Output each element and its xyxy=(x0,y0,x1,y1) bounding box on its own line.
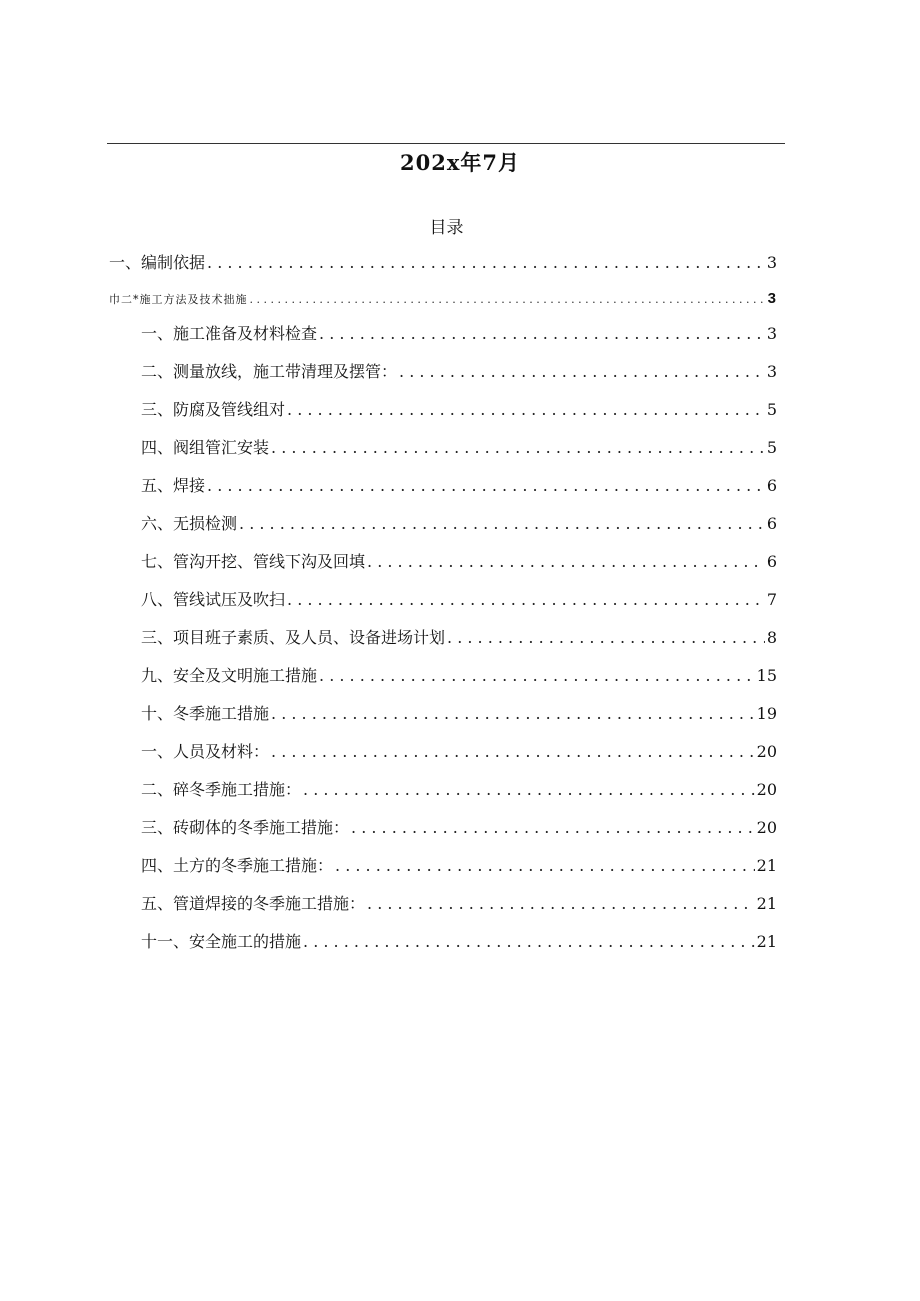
toc-entry-page: 20 xyxy=(756,780,777,799)
toc-entry-label: 三、防腐及管线组对 xyxy=(141,400,286,419)
toc-entry[interactable] xyxy=(141,361,777,383)
toc-leader-dots xyxy=(367,551,765,573)
toc-entry[interactable] xyxy=(141,589,777,611)
toc-entry-label: 一、施工准备及材料检查 xyxy=(141,324,318,343)
toc-entry-label: 四、土方的冬季施工措施： xyxy=(141,856,334,875)
toc-entry-page: 8 xyxy=(766,628,777,647)
toc-leader-dots xyxy=(271,437,765,459)
toc-entry[interactable] xyxy=(141,627,777,649)
toc-entry-page: 21 xyxy=(756,932,777,951)
document-date: 202x年7月 xyxy=(400,150,520,175)
toc-entry-page: 6 xyxy=(766,476,777,495)
toc-entry-page: 21 xyxy=(756,894,777,913)
toc-entry-label: 十一、安全施工的措施 xyxy=(141,932,302,951)
toc-leader-dots xyxy=(335,855,755,877)
toc-entry[interactable] xyxy=(141,931,777,953)
toc-entry[interactable] xyxy=(141,551,777,573)
toc-entry-page: 3 xyxy=(766,362,777,381)
toc-entry[interactable] xyxy=(141,513,777,535)
toc-entry-label: 四、阀组管汇安装 xyxy=(141,438,270,457)
toc-entry[interactable] xyxy=(141,703,777,725)
toc-entry[interactable] xyxy=(109,252,777,274)
toc-entry[interactable] xyxy=(109,288,777,310)
toc-leader-dots xyxy=(303,779,755,801)
toc-leader-dots xyxy=(287,399,765,421)
toc-entry-page: 7 xyxy=(766,590,777,609)
toc-entry[interactable] xyxy=(141,779,777,801)
toc-leader-dots xyxy=(319,323,765,345)
toc-leader-dots xyxy=(351,817,755,839)
toc-entry[interactable] xyxy=(141,437,777,459)
toc-entry-page: 5 xyxy=(766,400,777,419)
toc-entry-label: 八、管线试压及吹扫 xyxy=(141,590,286,609)
toc-leader-dots xyxy=(399,361,765,383)
toc-entry[interactable] xyxy=(141,665,777,687)
toc-entry-page: 19 xyxy=(756,704,777,723)
toc-leader-dots xyxy=(319,665,755,687)
toc-entry-label: 一、编制依据 xyxy=(109,253,206,272)
toc-entry-page: 6 xyxy=(766,552,777,571)
toc-entry-page: 3 xyxy=(766,324,777,343)
toc-entry-page: 3 xyxy=(767,290,777,307)
toc-entry-label: 五、焊接 xyxy=(141,476,206,495)
toc-leader-dots xyxy=(207,475,765,497)
toc-leader-dots xyxy=(303,931,755,953)
toc-entry[interactable] xyxy=(141,893,777,915)
toc-entry-page: 6 xyxy=(766,514,777,533)
toc-leader-dots xyxy=(271,703,755,725)
toc-entry-label: 巾二*施工方法及技术拙施 xyxy=(109,293,248,306)
toc-leader-dots xyxy=(271,741,755,763)
toc-entry[interactable] xyxy=(141,741,777,763)
toc-entry-label: 三、项目班子素质、及人员、设备进场计划 xyxy=(141,628,446,647)
toc-entry[interactable] xyxy=(141,817,777,839)
toc-leader-dots xyxy=(367,893,755,915)
toc-leader-dots xyxy=(207,252,765,274)
toc-entry-page: 5 xyxy=(766,438,777,457)
toc-entry-label: 七、管沟开挖、管线下沟及回填 xyxy=(141,552,366,571)
toc-entry-label: 三、砖砌体的冬季施工措施： xyxy=(141,818,350,837)
toc-entry-label: 六、无损检测 xyxy=(141,514,238,533)
toc-title: 目录 xyxy=(429,218,464,238)
toc-entry[interactable] xyxy=(141,323,777,345)
toc-entry-label: 二、碎冬季施工措施： xyxy=(141,780,302,799)
toc-entry-label: 二、测量放线，施工带清理及摆管： xyxy=(141,362,398,381)
toc-entry-page: 15 xyxy=(756,666,777,685)
toc-leader-dots xyxy=(287,589,765,611)
toc-entry-page: 20 xyxy=(756,742,777,761)
toc-entry[interactable] xyxy=(141,475,777,497)
toc-entry-label: 十、冬季施工措施 xyxy=(141,704,270,723)
toc-entry[interactable] xyxy=(141,399,777,421)
toc-entry-page: 3 xyxy=(766,253,777,272)
toc-leader-dots xyxy=(250,289,766,311)
toc-leader-dots xyxy=(239,513,765,535)
toc-entry-label: 一、人员及材料： xyxy=(141,742,270,761)
toc-entry-label: 九、安全及文明施工措施 xyxy=(141,666,318,685)
toc-entry-page: 21 xyxy=(756,856,777,875)
toc-entry-label: 五、管道焊接的冬季施工措施： xyxy=(141,894,366,913)
toc-leader-dots xyxy=(447,627,765,649)
toc-entry-page: 20 xyxy=(756,818,777,837)
toc-entry[interactable] xyxy=(141,855,777,877)
